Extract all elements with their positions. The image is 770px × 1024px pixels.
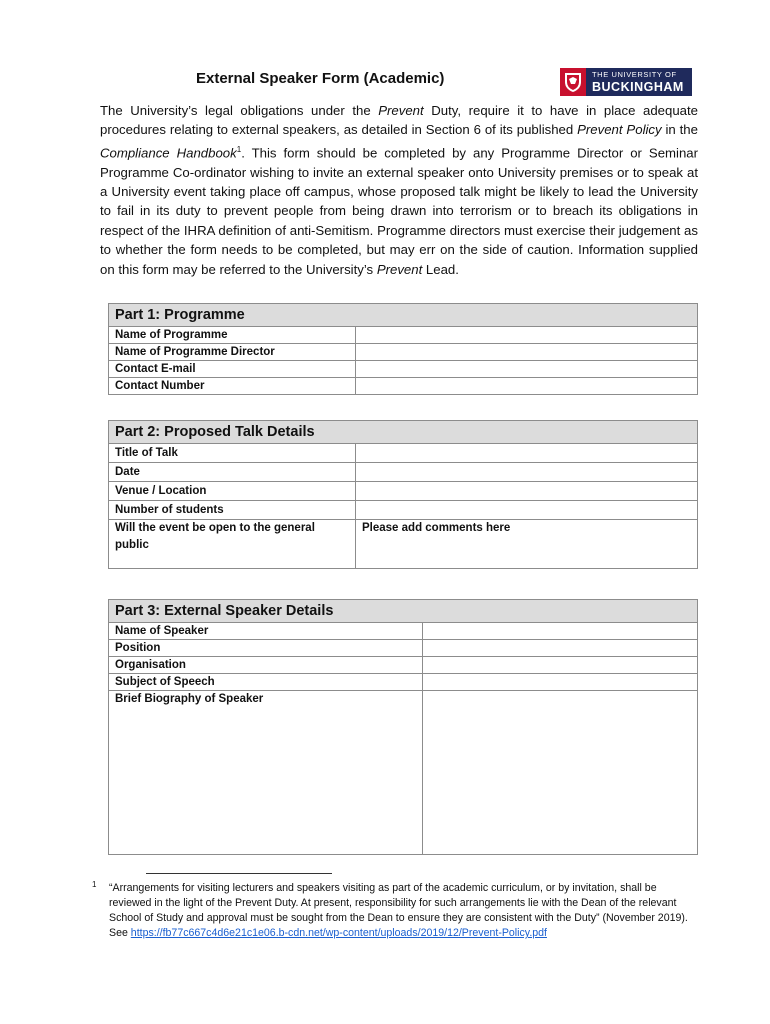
university-logo	[560, 68, 692, 96]
footnote-marker: 1	[92, 880, 97, 889]
contact-email-input[interactable]	[356, 361, 698, 378]
contact-number-input[interactable]	[356, 378, 698, 395]
footnote-reference: 1	[236, 144, 242, 154]
footnote-text: “Arrangements for visiting lecturers and speakers visiting as part of the academic curriculum, or by invitation, shall be reviewed in the light of the Prevent Duty. At present, responsibility for such arrangements lie with the Dean of the relevant School of Study and approval must be sought from the Dean to ensure they are consistent with the Duty” (November 2019). See	[109, 882, 688, 939]
footnote	[109, 881, 699, 941]
part3-heading: Part 3: External Speaker Details	[109, 600, 698, 623]
talk-title-input[interactable]	[356, 444, 698, 463]
crest-icon	[560, 68, 586, 96]
programme-name-input[interactable]	[356, 327, 698, 344]
part2-heading: Part 2: Proposed Talk Details	[109, 421, 698, 444]
field-label: Number of students	[109, 501, 356, 520]
field-label: Venue / Location	[109, 482, 356, 501]
public-event-comments-input[interactable]: Please add comments here	[356, 520, 698, 569]
field-label: Name of Programme	[109, 327, 356, 344]
part1-heading: Part 1: Programme	[109, 304, 698, 327]
field-label: Contact E-mail	[109, 361, 356, 378]
field-label: Name of Speaker	[109, 623, 423, 640]
talk-date-input[interactable]	[356, 463, 698, 482]
intro-paragraph: The University’s legal obligations under the Prevent Duty, require it to have in place adequate procedures relating to external speakers, as detailed in Section 6 of its published Prevent Policy in the Compliance Handbook$^1$. This form should be completed by any Programme Director or Seminar Programme Co-ordinator wishing to invite an external speaker onto University premises or to speak at a University event taking place off campus, whose proposed talk might be likely to lead the University to fail in its duty to prevent people from being drawn into terrorism or to breach its obligations in respect of the IHRA definition of anti-Semitism. Programme directors must exercise their judgement as to whether the form needs to be completed, but may err on the side of caution. Information supplied on this form may be referred to the University’s Prevent Lead.	[100, 103, 698, 277]
organisation-input[interactable]	[423, 657, 698, 674]
field-label: Name of Programme Director	[109, 344, 356, 361]
prevent-policy-link[interactable]: https://fb77c667c4d6e21c1e06.b-cdn.net/wp-content/uploads/2019/12/Prevent-Policy.pdf	[130, 927, 547, 939]
field-label: Title of Talk	[109, 444, 356, 463]
speech-subject-input[interactable]	[423, 674, 698, 691]
logo-line-2: BUCKINGHAM	[592, 79, 684, 94]
part3-table	[108, 599, 698, 855]
field-label: Subject of Speech	[109, 674, 423, 691]
logo-line-1: THE UNIVERSITY OF	[592, 70, 677, 79]
field-label[interactable]: Brief Biography of Speaker	[109, 691, 423, 855]
part2-table	[108, 420, 698, 569]
speaker-biography-input[interactable]	[423, 691, 698, 855]
speaker-name-input[interactable]	[423, 623, 698, 640]
form-title: External Speaker Form (Academic)	[196, 70, 445, 87]
field-label: Position	[109, 640, 423, 657]
field-label: Date	[109, 463, 356, 482]
student-count-input[interactable]	[356, 501, 698, 520]
field-label: Contact Number	[109, 378, 356, 395]
footnote-divider	[146, 873, 332, 874]
field-label: Organisation	[109, 657, 423, 674]
position-input[interactable]	[423, 640, 698, 657]
part1-table	[108, 303, 698, 395]
venue-input[interactable]	[356, 482, 698, 501]
programme-director-input[interactable]	[356, 344, 698, 361]
field-label: Will the event be open to the general public	[109, 520, 356, 569]
